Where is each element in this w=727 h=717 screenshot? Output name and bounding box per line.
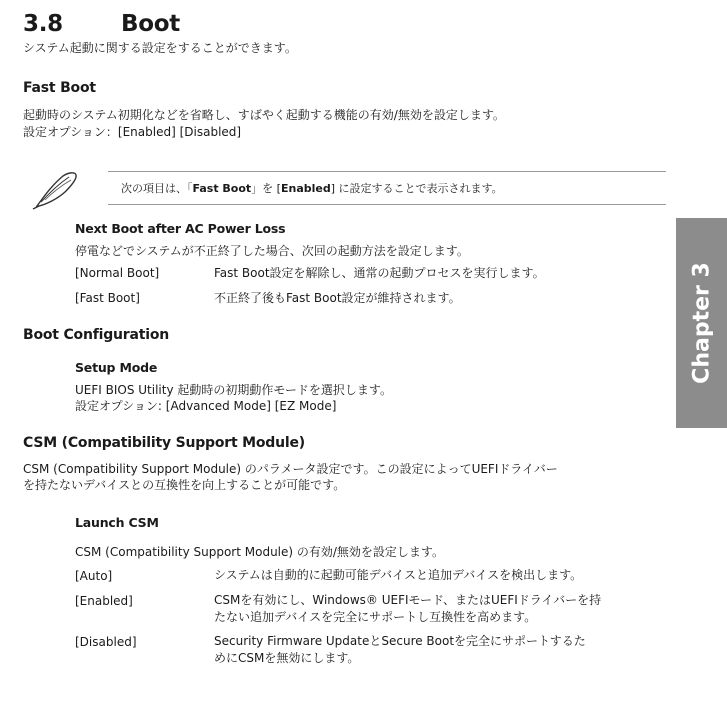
launch-csm-heading: Launch CSM [75, 515, 159, 530]
section-title: Boot [121, 11, 180, 37]
option-description: システムは自動的に起動可能デバイスと追加デバイスを検出します。 [214, 568, 583, 582]
boot-configuration-heading: Boot Configuration [23, 327, 170, 343]
option-description: CSMを有効にし、Windows® UEFIモード、またはUEFIドライバーを持 たない追加デバイスを完全にサポートし互換性を高めます。 [214, 593, 602, 624]
csm-description-line1: CSM (Compatibility Support Module) のパラメータ設定です。この設定によってUEFIドライバー [23, 462, 558, 476]
next-boot-description: 停電などでシステムが不正終了した場合、次回の起動方法を設定します。 [75, 244, 469, 258]
chapter-side-tab [676, 218, 727, 428]
setup-mode-heading: Setup Mode [75, 360, 158, 375]
section-number: 3.8 [23, 11, 63, 37]
launch-csm-description: CSM (Compatibility Support Module) の有効/無効を設定します。 [75, 545, 444, 559]
fast-boot-options: 設定オプション：[Enabled] [Disabled] [23, 125, 242, 139]
csm-description-line2: を持たないデバイスとの互換性を向上することが可能です。 [23, 478, 346, 492]
fast-boot-description: 起動時のシステム初期化などを省略し、すばやく起動する機能の有効/無効を設定します。 [23, 108, 505, 122]
note-divider-top [108, 171, 666, 172]
option-description: Security Firmware UpdateとSecure Bootを完全にサポートするた めにCSMを無効にします。 [214, 634, 586, 665]
pencil-note-icon [29, 168, 81, 212]
next-boot-heading: Next Boot after AC Power Loss [75, 221, 286, 236]
option-key: [Auto] [75, 569, 113, 583]
option-key: [Enabled] [75, 594, 133, 608]
section-intro: システム起動に関する設定をすることができます。 [23, 41, 297, 55]
option-description: Fast Boot設定を解除し、通常の起動プロセスを実行します。 [214, 266, 545, 280]
fast-boot-heading: Fast Boot [23, 80, 96, 96]
csm-heading: CSM (Compatibility Support Module) [23, 435, 305, 451]
setup-mode-options: 設定オプション: [Advanced Mode] [EZ Mode] [75, 399, 337, 413]
setup-mode-description: UEFI BIOS Utility 起動時の初期動作モードを選択します。 [75, 383, 392, 397]
note-text: 次の項目は、「Fast Boot」を [Enabled] に設定することで表示されます。 [121, 182, 503, 195]
option-description: 不正終了後もFast Boot設定が維持されます。 [214, 291, 461, 305]
note-divider-bottom [108, 204, 666, 205]
chapter-label: Chapter 3 [689, 262, 714, 384]
option-key: [Normal Boot] [75, 266, 160, 280]
option-key: [Disabled] [75, 635, 137, 649]
option-key: [Fast Boot] [75, 291, 140, 305]
